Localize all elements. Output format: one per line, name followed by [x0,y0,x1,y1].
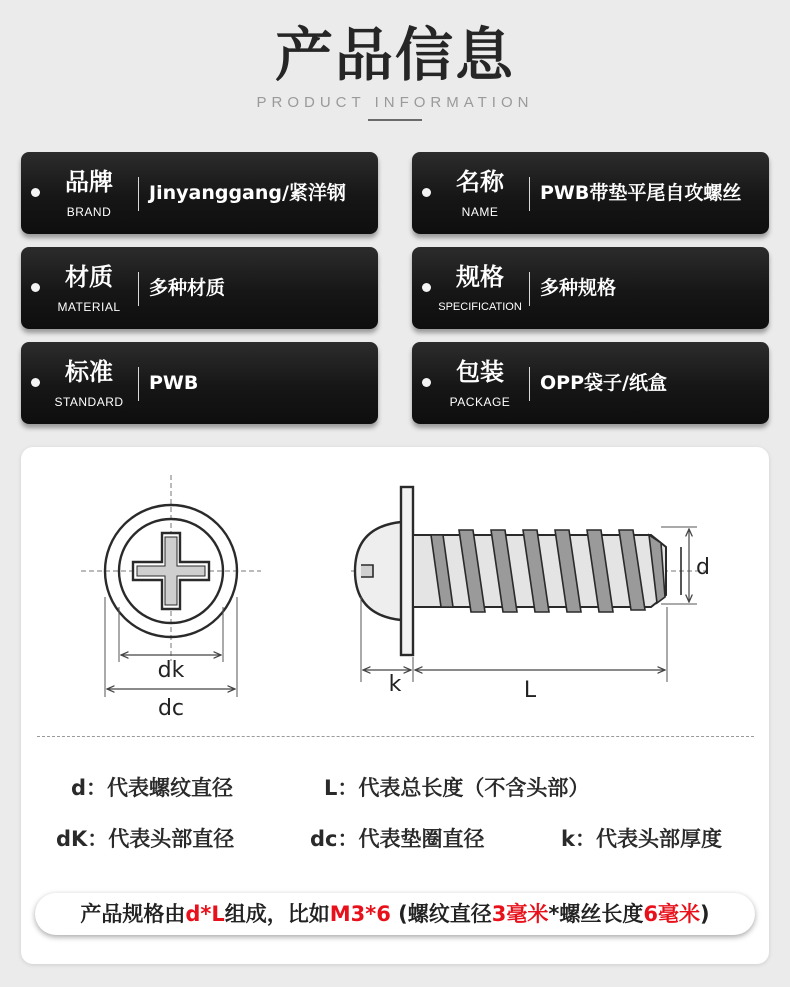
spec-label-en: NAME [461,205,499,219]
spec-format-note [35,893,755,935]
note-text: 组成，比如 [224,902,330,926]
spec-card-brand [21,152,378,234]
bullet-dot [422,283,431,292]
spec-label-cn: 标准 [65,358,113,386]
note-highlight: 6毫米 [643,902,701,926]
dim-label-dk: dk [157,658,185,683]
dim-label-L: L [523,678,537,703]
spec-label-cn: 规格 [456,263,504,291]
spec-label-cn: 品牌 [65,168,113,196]
dim-label-d: d [696,555,710,580]
spec-label-cn: 材质 [65,263,113,291]
spec-divider [529,367,530,401]
note-highlight: 3毫米 [491,902,549,926]
spec-value: Jinyanggang/紧洋钢 [149,182,346,204]
dim-label-k: k [388,672,402,697]
bullet-dot [31,188,40,197]
spec-value: OPP袋子/纸盒 [540,372,667,394]
screw-dimension-diagram [21,447,769,737]
spec-divider [529,177,530,211]
bullet-dot [422,378,431,387]
bullet-dot [31,283,40,292]
page-title: 产品信息 [274,21,515,89]
spec-card-name [412,152,769,234]
spec-value: PWB带垫平尾自攻螺丝 [540,182,742,204]
spec-card-package [412,342,769,424]
legend-dK: dK：代表头部直径 [56,827,235,851]
title-underline [368,119,422,121]
dimension-panel [21,447,769,964]
spec-value: PWB [149,372,199,394]
spec-value: 多种规格 [540,277,617,299]
note-text: 产品规格由 [80,902,186,926]
page-subtitle: PRODUCT INFORMATION [256,94,534,111]
spec-label-cn: 名称 [456,168,504,196]
spec-card-specification [412,247,769,329]
legend-L: L：代表总长度（不含头部） [324,776,590,800]
spec-divider [529,272,530,306]
screw-side-view [351,487,711,682]
spec-card-standard [21,342,378,424]
spec-divider [138,177,139,211]
bullet-dot [422,188,431,197]
legend-dc: dc：代表垫圈直径 [310,827,485,851]
legend-d: d：代表螺纹直径 [71,776,234,800]
note-highlight: M3*6 [329,902,391,926]
legend-k: k：代表头部厚度 [561,827,722,851]
spec-divider [138,272,139,306]
spec-divider [138,367,139,401]
dim-label-dc: dc [157,696,185,721]
dashed-divider [37,736,754,737]
spec-card-material [21,247,378,329]
note-highlight: d*L [185,902,225,926]
spec-value: 多种材质 [149,277,226,299]
spec-label-en: SPECIFICATION [438,301,522,313]
spec-label-en: MATERIAL [57,300,121,314]
spec-label-cn: 包装 [456,358,504,386]
spec-label-en: STANDARD [54,395,124,409]
note-text: *螺丝长度 [548,902,644,926]
spec-label-en: PACKAGE [449,395,511,409]
bullet-dot [31,378,40,387]
note-text: (螺纹直径 [390,902,492,926]
spec-label-en: BRAND [66,205,112,219]
note-text: ) [700,902,710,926]
